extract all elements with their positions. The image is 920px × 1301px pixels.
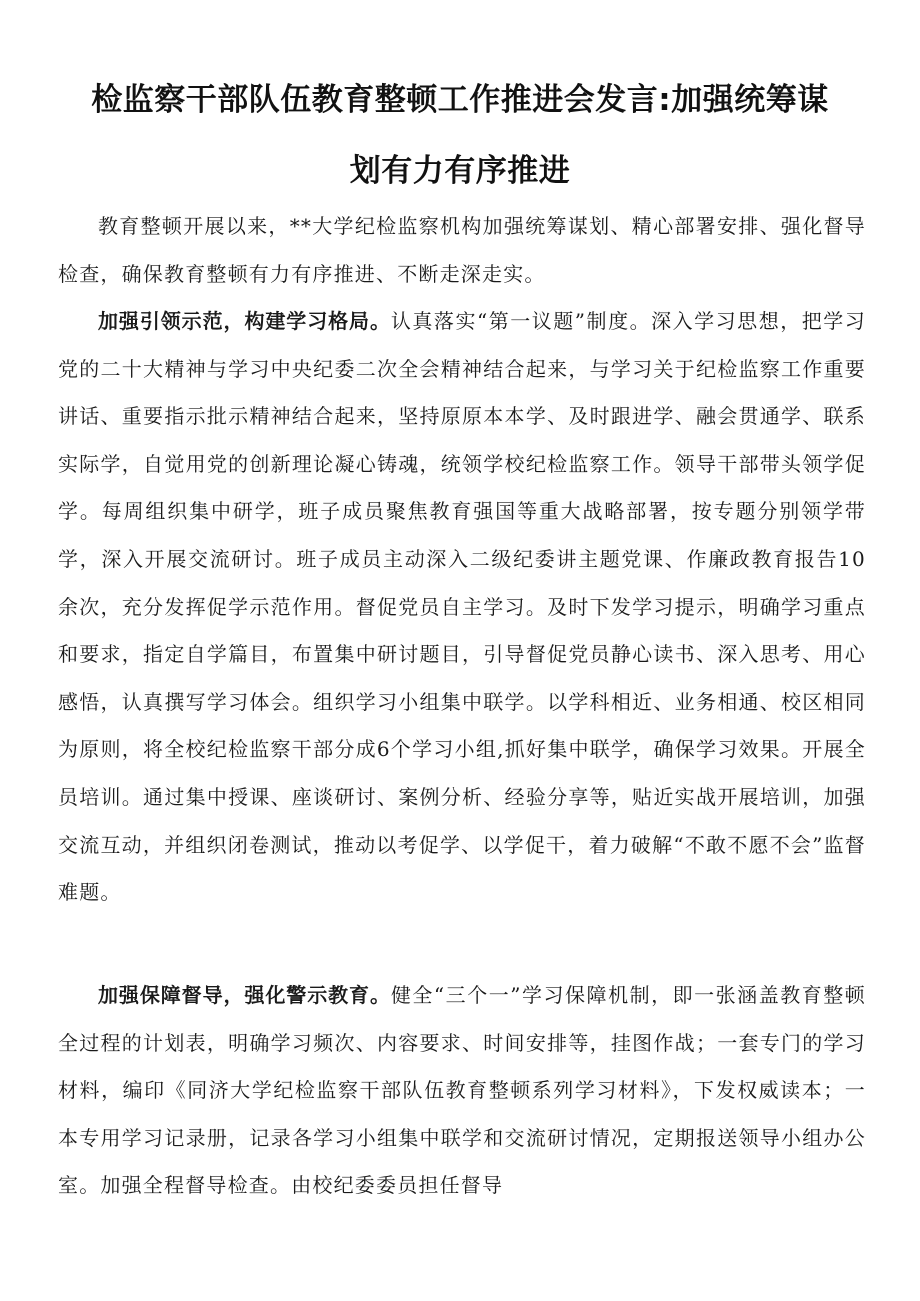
section-1-paragraph — [58, 298, 866, 917]
document-title-line-2: 划有力有序推进 — [349, 153, 571, 189]
section-1-heading: 加强引领示范，构建学习格局。 — [98, 309, 391, 333]
intro-paragraph: 教育整顿开展以来，**大学纪检监察机构加强统筹谋划、精心部署安排、强化督导检查，确保教育整顿有力有序推进、不断走深走实。 — [58, 214, 866, 286]
section-1-body: 认真落实“第一议题”制度。深入学习思想，把学习党的二十大精神与学习中央纪委二次全会精神结合起来，与学习关于纪检监察工作重要讲话、重要指示批示精神结合起来，坚持原原本本学、及时跟进学、融会贯通学、联系实际学，自觉用党的创新理论凝心铸魂，统领学校纪检监察工作。领导干部带头领学促学。每周组织集中研学，班子成员聚焦教育强国等重大战略部署，按专题分别领学带学，深入开展交流研讨。班子成员主动深入二级纪委讲主题党课、作廉政教育报告10余次，充分发挥促学示范作用。督促党员自主学习。及时下发学习提示，明确学习重点和要求，指定自学篇目，布置集中研讨题目，引导督促党员静心读书、深入思考、用心感悟，认真撰写学习体会。组织学习小组集中联学。以学科相近、业务相通、校区相同为原则，将全校纪检监察干部分成6个学习小组,抓好集中联学，确保学习效果。开展全员培训。通过集中授课、座谈研讨、案例分析、经验分享等，贴近实战开展培训，加强交流互动，并组织闭卷测试，推动以考促学、以学促干，着力破解“不敢不愿不会”监督难题。 — [58, 309, 866, 905]
section-2-body: 健全“三个一”学习保障机制，即一张涵盖教育整顿全过程的计划表，明确学习频次、内容要求、时间安排等，挂图作战；一套专门的学习材料，编印《同济大学纪检监察干部队伍教育整顿系列学习材料》，下发权威读本；一本专用学习记录册，记录各学习小组集中联学和交流研讨情况，定期报送领导小组办公室。加强全程督导检查。由校纪委委员担任督导 — [58, 983, 866, 1198]
section-2-paragraph — [58, 972, 866, 1210]
section-2-heading: 加强保障督导，强化警示教育。 — [98, 983, 391, 1007]
document-title-line-1: 检监察干部队伍教育整顿工作推进会发言:加强统筹谋 — [91, 82, 829, 118]
